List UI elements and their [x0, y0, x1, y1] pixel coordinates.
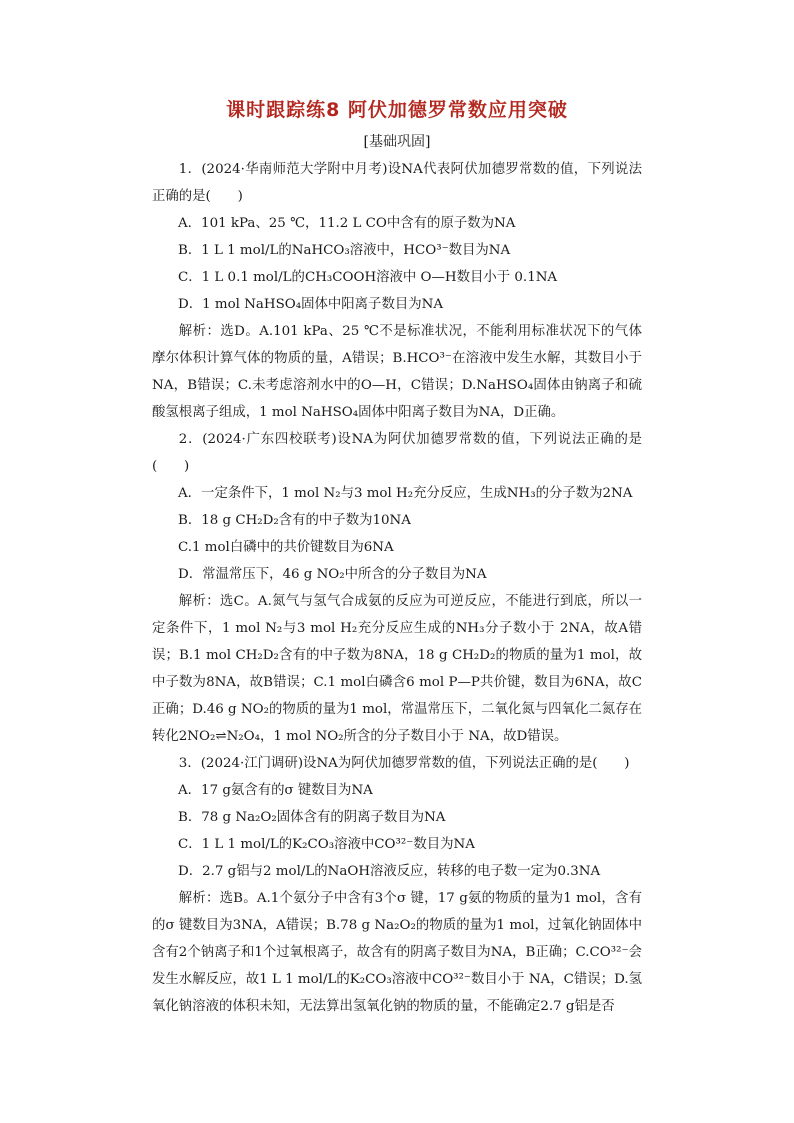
option-d: D．常温常压下，46 g NO₂中所含的分子数目为NA [178, 567, 487, 582]
option-d: D．1 mol NaHSO₄固体中阳离子数目为NA [178, 297, 444, 312]
option-b: B．78 g Na₂O₂固体含有的阴离子数目为NA [178, 810, 446, 825]
section-heading: [基础巩固] [363, 134, 431, 150]
question-stem: 3．(2024·江门调研)设NA为阿伏加德罗常数的值，下列说法正确的是( ) [178, 756, 630, 771]
page-title: 课时跟踪练8 阿伏加德罗常数应用突破 [226, 99, 568, 121]
option-a: A．17 g氨含有的σ 键数目为NA [178, 783, 373, 798]
question-1 [152, 156, 642, 426]
option-b: B．18 g CH₂D₂含有的中子数为10NA [178, 513, 411, 528]
question-analysis: 解析：选D。A.101 kPa、25 ℃不是标准状况，不能利用标准状况下的气体摩尔体积计算气体的物质的量，A错误；B.HCO³⁻在溶液中发生水解，其数目小于NA，B错误；C.未考虑溶剂水中的O—H，C错误；D.NaHSO₄固体由钠离子和硫酸氢根离子组成，1 mol NaHSO₄固体中阳离子数目为NA，D正确。 [152, 324, 642, 420]
option-b: B．1 L 1 mol/L的NaHCO₃溶液中，HCO³⁻数目为NA [178, 243, 511, 258]
question-analysis: 解析：选C。A.氮气与氢气合成氨的反应为可逆反应，不能进行到底，所以一定条件下，1 mol N₂与3 mol H₂充分反应生成的NH₃分子数小于 2NA，故A错误；B.1 mol CH₂D₂含有的中子数为8NA，18 g CH₂D₂的物质的量为1 mol，故中子数为8NA，故B错误；C.1 mol白磷含6 mol P—P共价键，数目为6NA，故C正确；D.46 g NO₂的物质的量为1 mol，常温常压下，二氧化氮与四氧化二氮存在转化2NO₂⇌N₂O₄，1 mol NO₂所含的分子数目小于 NA，故D错误。 [152, 594, 642, 744]
question-2 [152, 426, 642, 750]
question-analysis: 解析：选B。A.1个氨分子中含有3个σ 键，17 g氨的物质的量为1 mol，含有的σ 键数目为3NA，A错误；B.78 g Na₂O₂的物质的量为1 mol，过氧化钠固体中含有2个钠离子和1个过氧根离子，故含有的阴离子数目为NA，B正确；C.CO³²⁻会发生水解反应，故1 L 1 mol/L的K₂CO₃溶液中CO³²⁻数目小于 NA，C错误；D.氢氧化钠溶液的体积未知，无法算出氢氧化钠的物质的量，不能确定2.7 g铝是否 [152, 891, 642, 1014]
question-3 [152, 750, 642, 1020]
option-c: C.1 mol白磷中的共价键数目为6NA [178, 540, 394, 555]
option-d: D．2.7 g铝与2 mol/L的NaOH溶液反应，转移的电子数一定为0.3NA [178, 864, 601, 879]
option-c: C．1 L 1 mol/L的K₂CO₃溶液中CO³²⁻数目为NA [178, 837, 475, 852]
question-stem: 1．(2024·华南师范大学附中月考)设NA代表阿伏加德罗常数的值，下列说法正确的是( ) [152, 162, 642, 204]
option-a: A．一定条件下，1 mol N₂与3 mol H₂充分反应，生成NH₃的分子数为2NA [178, 486, 633, 501]
option-c: C．1 L 0.1 mol/L的CH₃COOH溶液中 O—H数目小于 0.1NA [178, 270, 558, 285]
option-a: A．101 kPa、25 ℃，11.2 L CO中含有的原子数为NA [178, 216, 516, 231]
question-stem: 2．(2024·广东四校联考)设NA为阿伏加德罗常数的值，下列说法正确的是( ) [152, 432, 642, 474]
